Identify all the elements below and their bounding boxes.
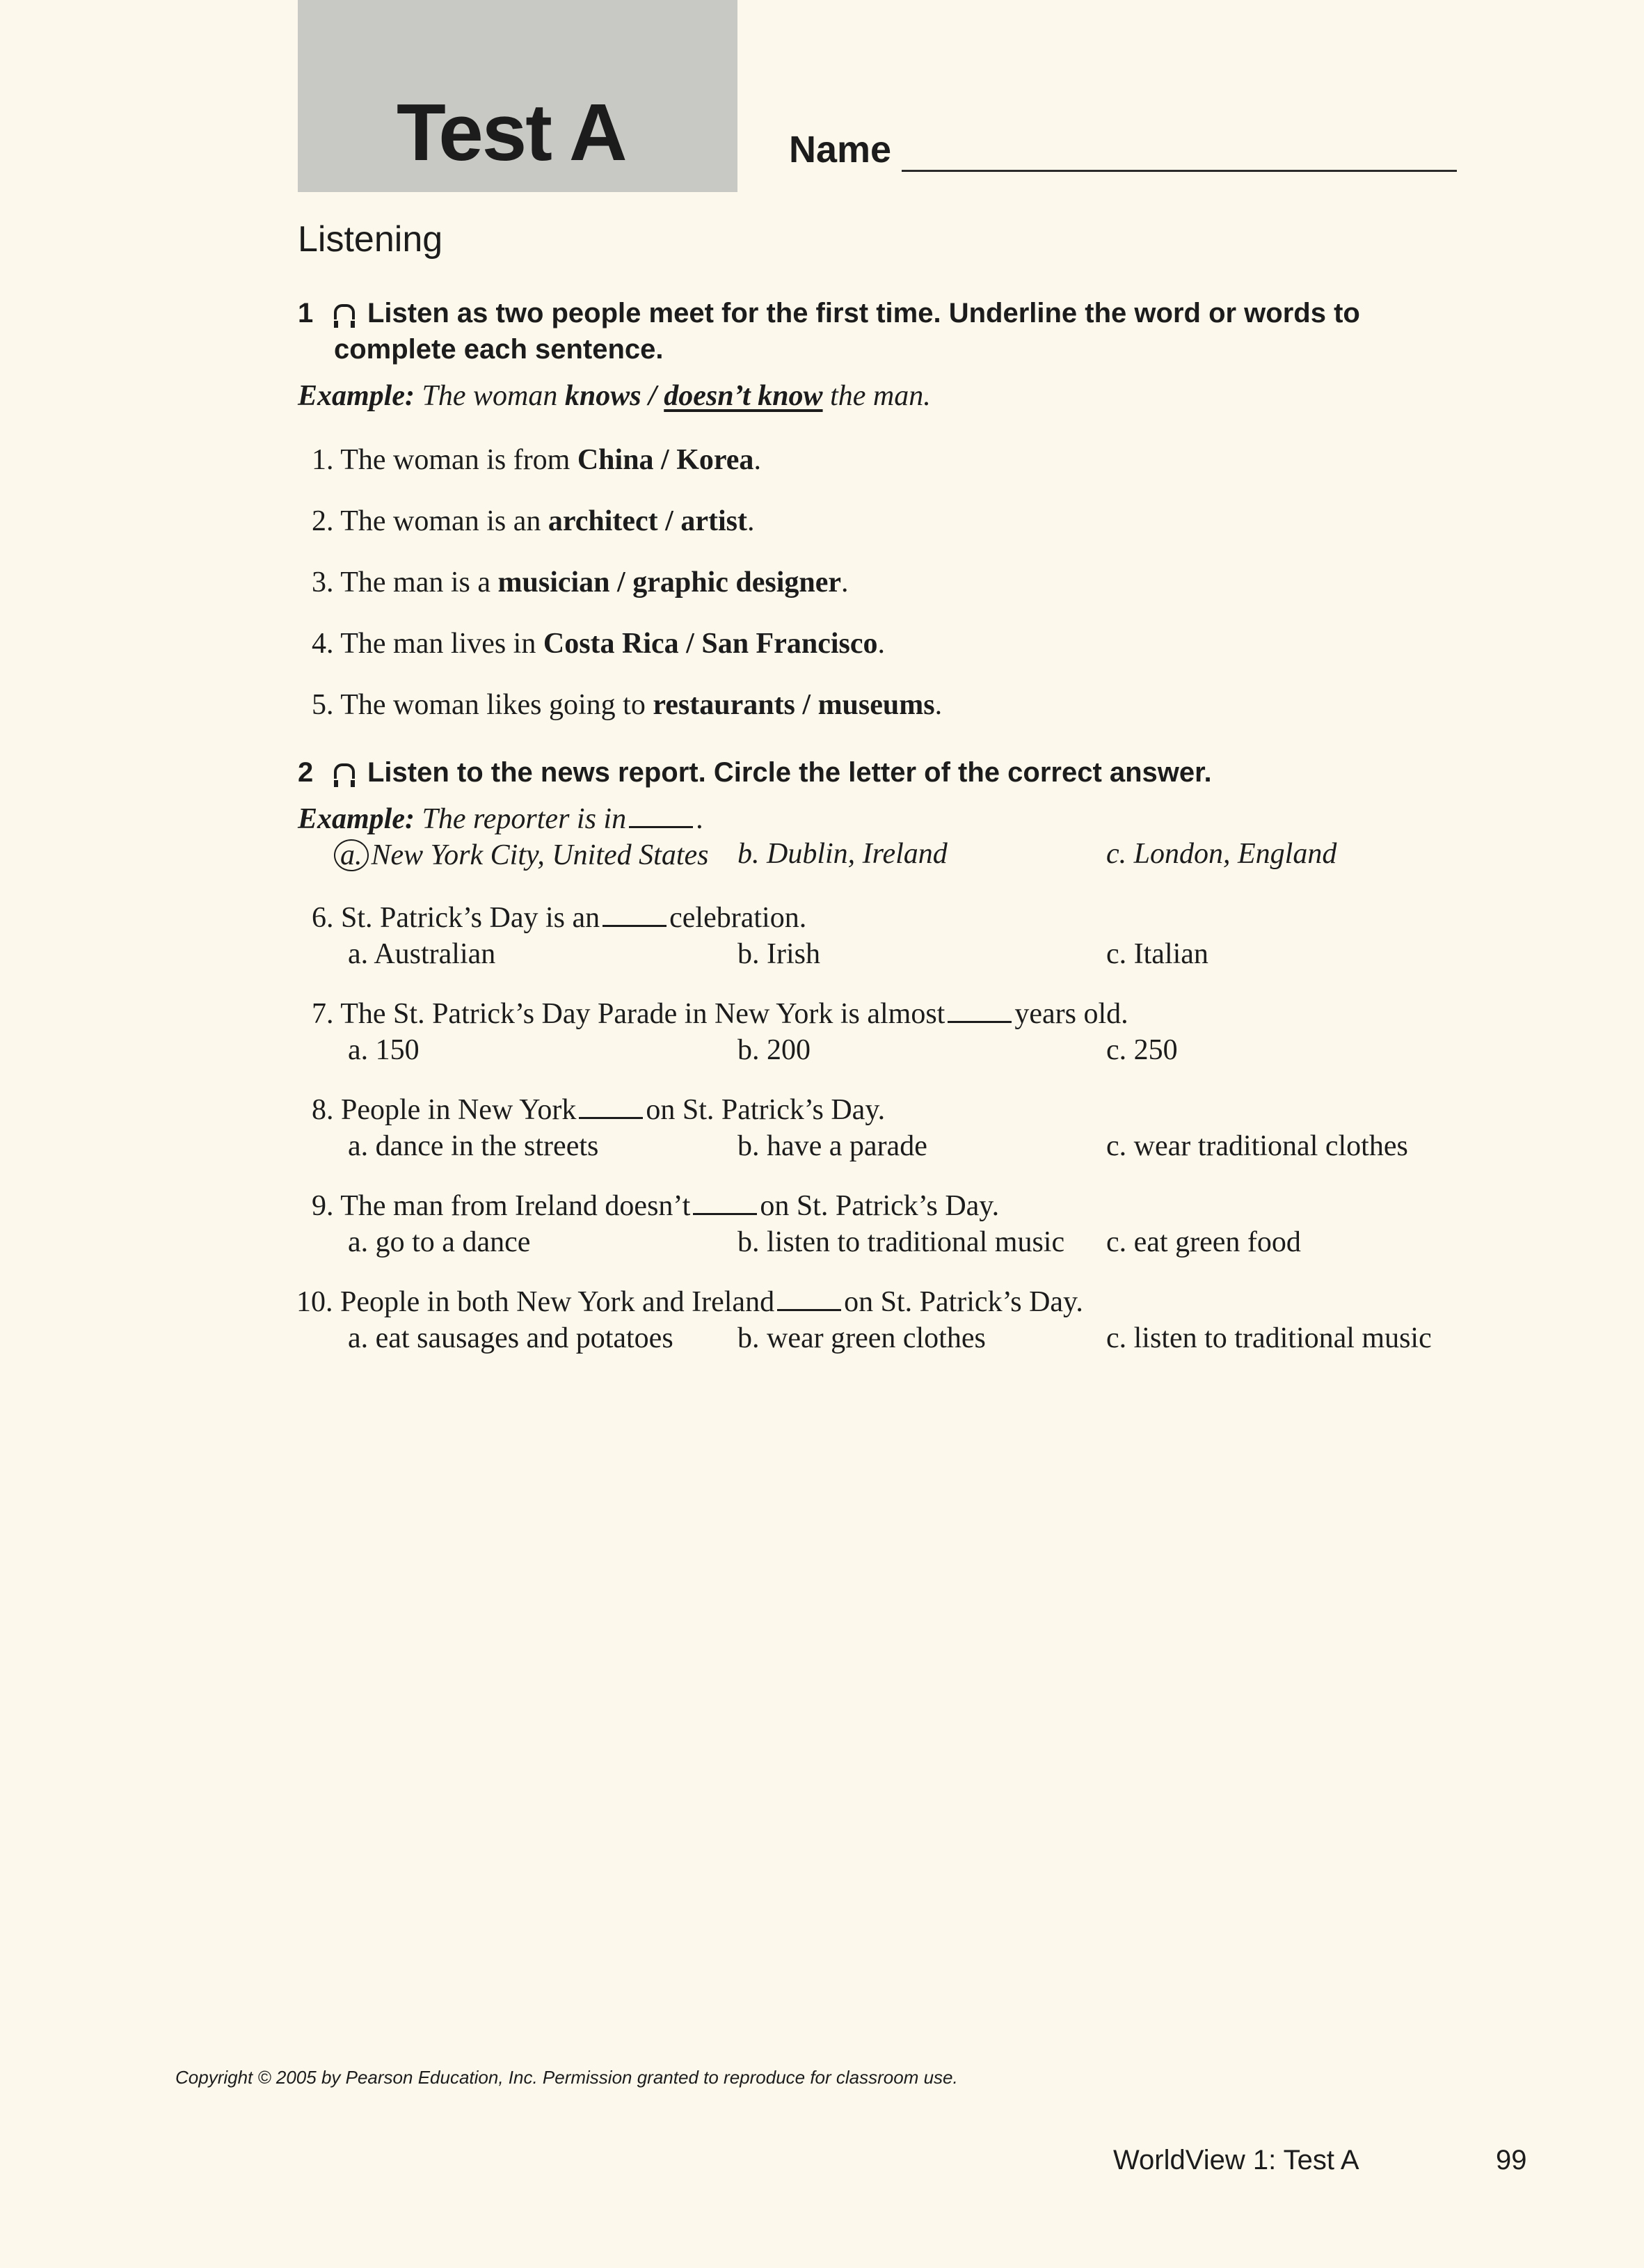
question-number: 8. (312, 1094, 334, 1126)
question-text: People in both New York and Ireland (340, 1286, 775, 1318)
ex1-item (312, 445, 761, 475)
question-stem (312, 1191, 999, 1221)
ex1-item (312, 507, 754, 536)
item-options[interactable]: China / Korea (577, 444, 754, 476)
question-text: People in New York (341, 1094, 577, 1126)
question-number: 6. (312, 902, 334, 934)
question-text-end: on St. Patrick’s Day. (760, 1190, 1000, 1222)
option-a[interactable]: a. dance in the streets (348, 1130, 599, 1162)
ex1-example (298, 381, 931, 411)
question-number: 10. (296, 1286, 333, 1318)
item-options[interactable]: Costa Rica / San Francisco (543, 628, 878, 660)
ex1-instruction-line2: complete each sentence. (334, 334, 664, 365)
item-text: The man is a (340, 566, 498, 598)
example-option-2-underlined: doesn’t know (664, 380, 823, 412)
item-text: The woman is an (340, 505, 548, 537)
circled-letter: a. (334, 839, 369, 871)
ex1-number: 1 (298, 298, 314, 328)
item-text: The woman likes going to (340, 689, 653, 721)
page-number: 99 (1496, 2145, 1527, 2175)
page-title: Test A (397, 87, 626, 177)
ex2-instruction (298, 754, 1481, 791)
item-text: The woman is from (340, 444, 577, 476)
blank (629, 826, 693, 828)
option-b[interactable]: b. listen to traditional music (737, 1226, 1065, 1258)
ex1-item (312, 568, 849, 597)
item-text: The man lives in (340, 628, 543, 660)
item-end: . (747, 505, 755, 537)
question-number: 7. (312, 998, 334, 1030)
ex2-number: 2 (298, 757, 314, 788)
copyright-notice: Copyright © 2005 by Pearson Education, Inc. Permission granted to reproduce for classroom use. (175, 2067, 958, 2088)
option-c[interactable]: c. listen to traditional music (1106, 1322, 1432, 1354)
item-number: 3. (312, 566, 334, 598)
ex2-example-option-b: b. Dublin, Ireland (737, 838, 948, 870)
option-a[interactable]: a. 150 (348, 1034, 420, 1066)
item-end: . (877, 628, 886, 660)
ex1-instruction (298, 295, 1481, 367)
example-stem-end: . (696, 803, 703, 835)
item-number: 5. (312, 689, 334, 721)
option-b[interactable]: b. Irish (737, 938, 820, 970)
section-heading: Listening (298, 219, 443, 260)
option-b[interactable]: b. wear green clothes (737, 1322, 986, 1354)
blank (948, 1021, 1012, 1023)
ex1-instruction-line1: Listen as two people meet for the first time. Underline the word or words to (367, 298, 1360, 328)
ex2-example-option-a (334, 839, 708, 871)
option-a[interactable]: a. Australian (348, 938, 496, 970)
item-options[interactable]: musician / graphic designer (497, 566, 842, 598)
item-end: . (753, 444, 761, 476)
question-text-end: on St. Patrick’s Day. (646, 1094, 886, 1126)
question-text-end: celebration. (669, 902, 807, 934)
example-option-1: knows / (564, 380, 657, 412)
question-text: St. Patrick’s Day is an (341, 902, 600, 934)
item-number: 1. (312, 444, 334, 476)
item-options[interactable]: restaurants / museums (653, 689, 935, 721)
item-number: 2. (312, 505, 334, 537)
blank (777, 1309, 841, 1311)
option-b[interactable]: b. have a parade (737, 1130, 927, 1162)
blank (693, 1213, 757, 1215)
item-number: 4. (312, 628, 334, 660)
ex2-instruction-text: Listen to the news report. Circle the letter of the correct answer. (367, 757, 1212, 788)
headphones-icon (334, 763, 355, 779)
example-text-end: the man. (830, 380, 931, 412)
name-label: Name (789, 129, 892, 171)
question-text: The St. Patrick’s Day Parade in New York is almost (340, 998, 945, 1030)
option-c[interactable]: c. 250 (1106, 1034, 1178, 1066)
question-number: 9. (312, 1190, 334, 1222)
question-stem (312, 903, 806, 933)
question-text-end: on St. Patrick’s Day. (844, 1286, 1083, 1318)
blank (579, 1117, 643, 1119)
item-options[interactable]: architect / artist (548, 505, 747, 537)
option-text: New York City, United States (371, 839, 709, 871)
option-b[interactable]: b. 200 (737, 1034, 811, 1066)
footer-book-title: WorldView 1: Test A (1113, 2145, 1359, 2175)
example-label: Example: (298, 803, 415, 835)
option-c[interactable]: c. wear traditional clothes (1106, 1130, 1408, 1162)
ex2-example-option-c: c. London, England (1106, 838, 1337, 870)
question-stem (296, 1287, 1083, 1317)
example-text: The woman (422, 380, 558, 412)
blank (602, 925, 667, 927)
question-stem (312, 1095, 885, 1125)
option-c[interactable]: c. Italian (1106, 938, 1208, 970)
question-text: The man from Ireland doesn’t (340, 1190, 691, 1222)
example-stem: The reporter is in (422, 803, 627, 835)
item-end: . (841, 566, 849, 598)
option-c[interactable]: c. eat green food (1106, 1226, 1301, 1258)
example-label: Example: (298, 380, 415, 412)
headphones-icon (334, 304, 355, 319)
ex1-item (312, 690, 942, 720)
question-stem (312, 999, 1128, 1029)
ex1-item (312, 629, 885, 658)
question-text-end: years old. (1014, 998, 1128, 1030)
ex2-example-stem (298, 804, 703, 834)
option-a[interactable]: a. eat sausages and potatoes (348, 1322, 673, 1354)
option-a[interactable]: a. go to a dance (348, 1226, 531, 1258)
name-field-line[interactable] (902, 170, 1457, 172)
item-end: . (934, 689, 943, 721)
